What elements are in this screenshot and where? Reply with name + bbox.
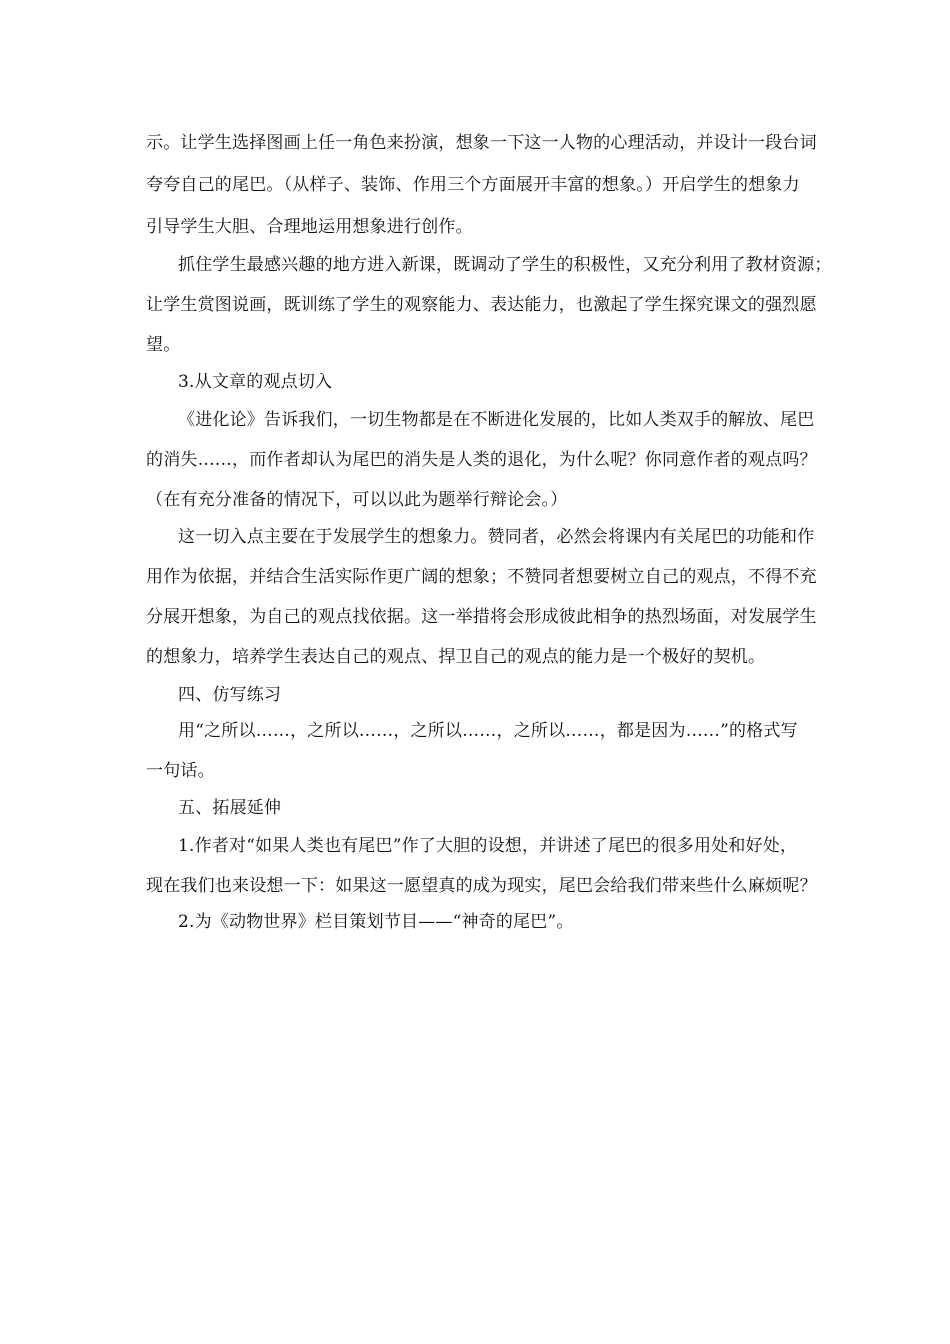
text-line: 用作为依据，并结合生活实际作更广阔的想象；不赞同者想要树立自己的观点，不得不充 [146, 567, 817, 587]
section-heading: 3.从文章的观点切入 [178, 372, 333, 392]
text-line: （在有充分准备的情况下，可以以此为题举行辩论会。） [146, 490, 568, 510]
text-line: 的想象力，培养学生表达自己的观点、捍卫自己的观点的能力是一个极好的契机。 [146, 647, 766, 667]
text-line: 《进化论》告诉我们，一切生物都是在不断进化发展的，比如人类双手的解放、尾巴 [178, 410, 815, 430]
list-item: 2.为《动物世界》栏目策划节目——“神奇的尾巴”。 [178, 912, 574, 932]
text-line: 抓住学生最感兴趣的地方进入新课，既调动了学生的积极性，又充分利用了教材资源； [178, 255, 832, 275]
text-line: 用“之所以……，之所以……，之所以……，之所以……，都是因为……”的格式写 [178, 721, 798, 741]
section-heading: 五、拓展延伸 [178, 798, 282, 818]
section-heading: 四、仿写练习 [178, 685, 282, 705]
text-line: 分展开想象，为自己的观点找依据。这一举措将会形成彼此相争的热烈场面，对发展学生 [146, 607, 817, 627]
list-item-continuation: 现在我们也来设想一下：如果这一愿望真的成为现实，尾巴会给我们带来些什么麻烦呢？ [146, 876, 817, 896]
text-line: 夸夸自己的尾巴。（从样子、装饰、作用三个方面展开丰富的想象。）开启学生的想象力 [146, 175, 800, 195]
text-line: 示。让学生选择图画上任一角色来扮演，想象一下这一人物的心理活动，并设计一段台词 [146, 133, 817, 153]
text-line: 这一切入点主要在于发展学生的想象力。赞同者，必然会将课内有关尾巴的功能和作 [178, 527, 815, 547]
text-line: 的消失……，而作者却认为尾巴的消失是人类的退化，为什么呢？你同意作者的观点吗？ [146, 450, 817, 470]
text-line: 一句话。 [146, 761, 215, 781]
text-line: 望。 [146, 335, 181, 355]
list-item: 1.作者对“如果人类也有尾巴”作了大胆的设想，并讲述了尾巴的很多用处和好处， [178, 836, 798, 856]
text-line: 让学生赏图说画，既训练了学生的观察能力、表达能力，也激起了学生探究课文的强烈愿 [146, 295, 817, 315]
text-line: 引导学生大胆、合理地运用想象进行创作。 [146, 217, 473, 237]
